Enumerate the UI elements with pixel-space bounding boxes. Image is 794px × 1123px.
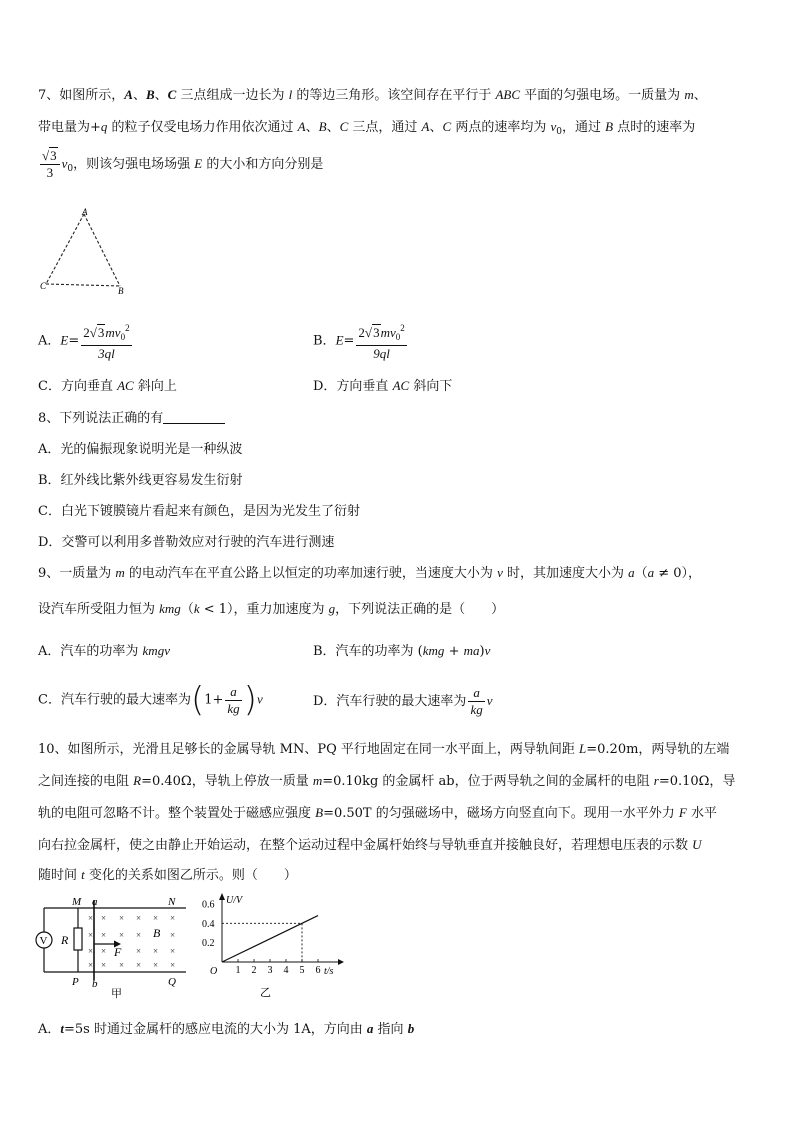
q9-option-d[interactable]: D．汽车行驶的最大速率为 $\frac{a}{kg}$ v	[313, 685, 493, 717]
origin-label: O	[210, 966, 218, 977]
svg-text:×: ×	[101, 930, 107, 940]
q8-option-b[interactable]: B．红外线比紫外线更容易发生衍射	[38, 473, 243, 488]
triangle-label-c: C	[40, 281, 47, 291]
q10-figure-jia	[34, 894, 194, 1000]
svg-text:×: ×	[136, 946, 142, 956]
q9-line1: 9、一质量为 m 的电动汽车在平直公路上以恒定的功率加速行驶，当速度大小为 v 时，其加速度大小为 a（a ≠ 0），	[38, 565, 702, 581]
svg-text:×: ×	[101, 913, 107, 923]
q7-option-a[interactable]: A．E= $\frac{2√3mv_0^2}{3ql}$	[38, 320, 134, 362]
q8-option-a[interactable]: A．光的偏振现象说明光是一种纵波	[38, 442, 243, 457]
q9-line2: 设汽车所受阻力恒为 kmg（k < 1），重力加速度为 g，下列说法正确的是（ ）	[38, 601, 505, 617]
x-tick-label: 1	[235, 965, 241, 976]
y-tick-label: 0.4	[202, 918, 215, 930]
magnetic-field-crosses	[88, 913, 175, 970]
q7-option-b[interactable]: B．E= $\frac{2√3mv_0^2}{9ql}$	[313, 320, 409, 362]
label-p: P	[72, 976, 79, 988]
q10-line3: 轨的电阻可忽略不计。整个装置处于磁感应强度 B=0.50T 的匀强磁场中，磁场方向竖直向下。现用一水平外力 F 水平	[38, 805, 717, 821]
caption-jia: 甲	[111, 988, 122, 1000]
q9-option-c[interactable]: C．汽车行驶的最大速率为(1+ $\frac{a}{kg}$ )v	[38, 680, 263, 720]
triangle-label-a: A	[82, 207, 88, 217]
q9-option-b[interactable]: B．汽车的功率为 (kmg + ma)v	[313, 643, 491, 659]
q8-stem: 8、下列说法正确的有	[38, 407, 225, 426]
q10-figure-yi-chart	[200, 892, 348, 1002]
label-n: N	[168, 896, 176, 908]
svg-text:×: ×	[88, 960, 94, 970]
svg-text:×: ×	[101, 960, 107, 970]
q8-option-d[interactable]: D．交警可以利用多普勒效应对行驶的汽车进行测速	[38, 535, 335, 550]
svg-text:×: ×	[88, 913, 94, 923]
x-axis-arrow	[338, 959, 344, 965]
svg-text:×: ×	[136, 930, 142, 940]
q10-line2: 之间连接的电阻 R=0.40Ω，导轨上停放一质量 m=0.10kg 的金属杆 ab，位于两导轨之间的金属杆的电阻 r=0.10Ω，导	[38, 773, 736, 789]
q10-option-a[interactable]: A．t=5s 时通过金属杆的感应电流的大小为 1A，方向由 a 指向 b	[38, 1021, 415, 1037]
label-q: Q	[168, 976, 176, 988]
svg-text:×: ×	[153, 946, 159, 956]
y-axis-arrow	[219, 893, 225, 900]
triangle-side-ab	[84, 214, 120, 286]
label-a: a	[92, 896, 98, 908]
y-axis-label: U/V	[226, 895, 243, 906]
x-tick-label: 5	[299, 965, 305, 976]
series-line-u-vs-t	[222, 916, 318, 962]
voltmeter-label: V	[39, 935, 48, 947]
q10-line1: 10、如图所示，光滑且足够长的金属导轨 MN、PQ 平行地固定在同一水平面上，两导轨间距 L=0.20m，两导轨的左端	[38, 741, 730, 757]
q7-option-c[interactable]: C．方向垂直 AC 斜向上	[38, 378, 177, 394]
q7-line3: $\frac{√3}{3}$ $v_0$，则该匀强电场场强 E 的大小和方向分别是	[42, 148, 324, 180]
svg-text:×: ×	[88, 930, 94, 940]
label-m: M	[72, 896, 82, 908]
triangle-side-cb	[46, 284, 120, 286]
x-tick-label: 6	[315, 965, 321, 976]
x-tick-label: 4	[283, 965, 289, 976]
q7-triangle-figure	[34, 206, 134, 296]
svg-text:×: ×	[170, 913, 176, 923]
q10-line5: 随时间 t 变化的关系如图乙所示。则（ ）	[38, 867, 297, 883]
svg-text:×: ×	[136, 960, 142, 970]
label-b: b	[92, 978, 98, 990]
x-axis-label: t/s	[324, 966, 334, 977]
svg-text:×: ×	[170, 946, 176, 956]
svg-text:×: ×	[170, 960, 176, 970]
svg-text:×: ×	[119, 960, 125, 970]
svg-text:×: ×	[170, 930, 176, 940]
svg-text:×: ×	[153, 960, 159, 970]
svg-text:×: ×	[88, 946, 94, 956]
q9-option-a[interactable]: A．汽车的功率为 kmgv	[38, 643, 170, 659]
q7-option-d[interactable]: D．方向垂直 AC 斜向下	[313, 378, 453, 394]
svg-text:×: ×	[153, 913, 159, 923]
field-label: B	[153, 926, 161, 940]
resistor-label: R	[61, 933, 69, 947]
svg-text:×: ×	[119, 913, 125, 923]
q8-option-c[interactable]: C．白光下镀膜镜片看起来有颜色，是因为光发生了衍射	[38, 504, 360, 519]
y-tick-label: 0.2	[202, 938, 215, 950]
answer-blank	[163, 411, 225, 424]
svg-text:×: ×	[101, 946, 107, 956]
caption-yi: 乙	[260, 987, 271, 999]
resistor	[74, 928, 82, 950]
q7-line1: 7、如图所示，A、B、C 三点组成一边长为 l 的等边三角形。该空间存在平行于 ABC 平面的匀强电场。一质量为 m、	[38, 87, 707, 103]
force-label: F	[114, 945, 122, 959]
svg-text:×: ×	[136, 913, 142, 923]
svg-text:×: ×	[119, 930, 125, 940]
x-tick-label: 2	[251, 965, 257, 976]
triangle-label-b: B	[118, 286, 124, 296]
y-tick-label: 0.6	[202, 899, 215, 911]
q10-line4: 向右拉金属杆，使之由静止开始运动，在整个运动过程中金属杆始终与导轨垂直并接触良好，若理想电压表的示数 U	[38, 837, 702, 853]
triangle-side-ca	[46, 214, 84, 284]
q7-line2: 带电量为+q 的粒子仅受电场力作用依次通过 A、B、C 三点，通过 A、C 两点的速率均为 $v_0$，通过 B 点时的速率为	[38, 119, 696, 137]
x-tick-label: 3	[267, 965, 273, 976]
